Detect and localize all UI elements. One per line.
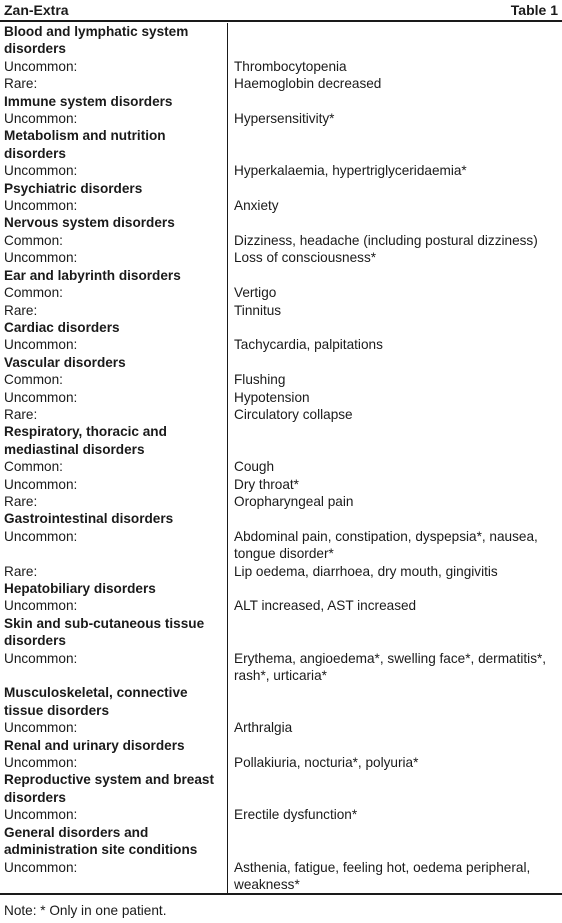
frequency-label: Uncommon:	[4, 528, 78, 544]
adverse-effects: Abdominal pain, constipation, dyspepsia*, nausea, tongue disorder*	[234, 528, 538, 562]
category-title: Musculoskeletal, connective tissue disorders	[4, 685, 188, 718]
reaction-row	[0, 406, 562, 423]
category-row	[0, 737, 562, 754]
reaction-row	[0, 232, 562, 249]
reaction-row	[0, 110, 562, 127]
category-title: Cardiac disorders	[4, 319, 120, 335]
frequency-label: Uncommon:	[4, 720, 78, 736]
adverse-effects: Cough	[234, 459, 275, 475]
frequency-label: Uncommon:	[4, 198, 78, 214]
category-spacer	[228, 267, 562, 284]
reaction-row	[0, 563, 562, 580]
category-spacer	[228, 214, 562, 231]
category-title: Blood and lymphatic system disorders	[4, 24, 189, 57]
adverse-effects: Oropharyngeal pain	[234, 493, 354, 509]
frequency-label: Uncommon:	[4, 163, 78, 179]
category-row	[0, 423, 562, 458]
category-title: Vascular disorders	[4, 354, 126, 370]
category-spacer	[228, 93, 562, 110]
frequency-label: Uncommon:	[4, 476, 78, 492]
frequency-label: Uncommon:	[4, 337, 78, 353]
reaction-row	[0, 806, 562, 823]
adverse-effects: Anxiety	[234, 198, 279, 214]
reaction-row	[0, 197, 562, 214]
table-rows	[0, 23, 562, 893]
category-title: Hepatobiliary disorders	[4, 581, 156, 596]
category-spacer	[228, 23, 562, 58]
reaction-row	[0, 75, 562, 92]
category-title: Ear and labyrinth disorders	[4, 267, 181, 283]
frequency-label: Common:	[4, 285, 63, 301]
category-spacer	[228, 737, 562, 754]
reaction-row	[0, 719, 562, 736]
reaction-row	[0, 476, 562, 493]
frequency-label: Uncommon:	[4, 58, 78, 74]
frequency-label: Common:	[4, 372, 63, 388]
category-title: Metabolism and nutrition disorders	[4, 128, 166, 161]
footnote: Note: * Only in one patient.	[4, 903, 167, 918]
category-spacer	[228, 824, 562, 859]
category-row	[0, 214, 562, 231]
category-row	[0, 180, 562, 197]
category-spacer	[228, 684, 562, 719]
frequency-label: Uncommon:	[4, 650, 78, 666]
category-spacer	[228, 127, 562, 162]
category-title: Psychiatric disorders	[4, 180, 143, 196]
category-title: Skin and sub-cutaneous tissue disorders	[4, 615, 205, 649]
frequency-label: Common:	[4, 459, 63, 475]
category-title: Immune system disorders	[4, 93, 173, 109]
category-row	[0, 267, 562, 284]
reaction-row	[0, 162, 562, 179]
category-row	[0, 354, 562, 371]
reaction-row	[0, 493, 562, 510]
category-title: Respiratory, thoracic and mediastinal disorders	[4, 424, 167, 457]
category-spacer	[228, 180, 562, 197]
frequency-label: Uncommon:	[4, 807, 78, 823]
adverse-effects: Flushing	[234, 372, 286, 388]
adverse-effects: Thrombocytopenia	[234, 58, 347, 74]
reaction-row	[0, 528, 562, 563]
category-spacer	[228, 580, 562, 597]
adverse-effects: Dry throat*	[234, 476, 299, 492]
frequency-label: Rare:	[4, 563, 38, 579]
adverse-effects: ALT increased, AST increased	[234, 598, 417, 614]
frequency-label: Uncommon:	[4, 859, 78, 875]
category-title: Nervous system disorders	[4, 215, 175, 231]
frequency-label: Rare:	[4, 76, 38, 92]
adverse-effects: Hyperkalaemia, hypertriglyceridaemia*	[234, 163, 467, 179]
category-row	[0, 580, 562, 597]
adverse-effects: Hypersensitivity*	[234, 111, 335, 127]
reaction-row	[0, 389, 562, 406]
table-number: Table 1	[510, 2, 558, 18]
reaction-row	[0, 336, 562, 353]
reaction-row	[0, 302, 562, 319]
adverse-effects: Hypotension	[234, 389, 310, 405]
adverse-effects: Dizziness, headache (including postural dizziness)	[234, 232, 538, 248]
reaction-row	[0, 458, 562, 475]
category-row	[0, 319, 562, 336]
adverse-effects: Pollakiuria, nocturia*, polyuria*	[234, 755, 419, 771]
reaction-row	[0, 650, 562, 685]
category-spacer	[228, 615, 562, 650]
category-row	[0, 93, 562, 110]
category-title: Renal and urinary disorders	[4, 737, 185, 753]
category-spacer	[228, 354, 562, 371]
frequency-label: Uncommon:	[4, 250, 78, 266]
category-title: General disorders and administration site conditions	[4, 824, 198, 858]
adverse-effects: Vertigo	[234, 285, 277, 301]
reaction-row	[0, 597, 562, 614]
frequency-label: Uncommon:	[4, 598, 78, 614]
adverse-effects: Loss of consciousness*	[234, 250, 377, 266]
category-title: Gastrointestinal disorders	[4, 511, 174, 527]
category-row	[0, 510, 562, 527]
adverse-effects: Erythema, angioedema*, swelling face*, dermatitis*, rash*, urticaria*	[234, 650, 547, 684]
frequency-label: Rare:	[4, 406, 38, 422]
adverse-effects: Tachycardia, palpitations	[234, 337, 383, 353]
frequency-label: Uncommon:	[4, 755, 78, 771]
category-spacer	[228, 510, 562, 527]
category-row	[0, 615, 562, 650]
table-header	[0, 0, 562, 22]
category-spacer	[228, 319, 562, 336]
reaction-row	[0, 371, 562, 388]
adverse-effects: Tinnitus	[234, 302, 282, 318]
frequency-label: Uncommon:	[4, 389, 78, 405]
frequency-label: Common:	[4, 232, 63, 248]
adverse-effects: Erectile dysfunction*	[234, 807, 358, 823]
reaction-row	[0, 249, 562, 266]
category-spacer	[228, 771, 562, 806]
category-row	[0, 23, 562, 58]
reaction-row	[0, 754, 562, 771]
frequency-label: Rare:	[4, 302, 38, 318]
frequency-label: Uncommon:	[4, 111, 78, 127]
adverse-effects: Arthralgia	[234, 720, 293, 736]
category-row	[0, 127, 562, 162]
adverse-effects: Lip oedema, diarrhoea, dry mouth, gingivitis	[234, 563, 498, 579]
category-row	[0, 771, 562, 806]
adverse-effects: Asthenia, fatigue, feeling hot, oedema peripheral, weakness*	[234, 859, 531, 892]
reaction-row	[0, 859, 562, 894]
category-row	[0, 824, 562, 859]
product-name: Zan-Extra	[4, 2, 69, 18]
adverse-effects: Circulatory collapse	[234, 406, 353, 422]
adverse-reactions-table	[0, 23, 562, 895]
frequency-label: Rare:	[4, 493, 38, 509]
category-title: Reproductive system and breast disorders	[4, 772, 215, 805]
reaction-row	[0, 284, 562, 301]
category-row	[0, 684, 562, 719]
adverse-effects: Haemoglobin decreased	[234, 76, 382, 92]
category-spacer	[228, 423, 562, 458]
reaction-row	[0, 58, 562, 75]
